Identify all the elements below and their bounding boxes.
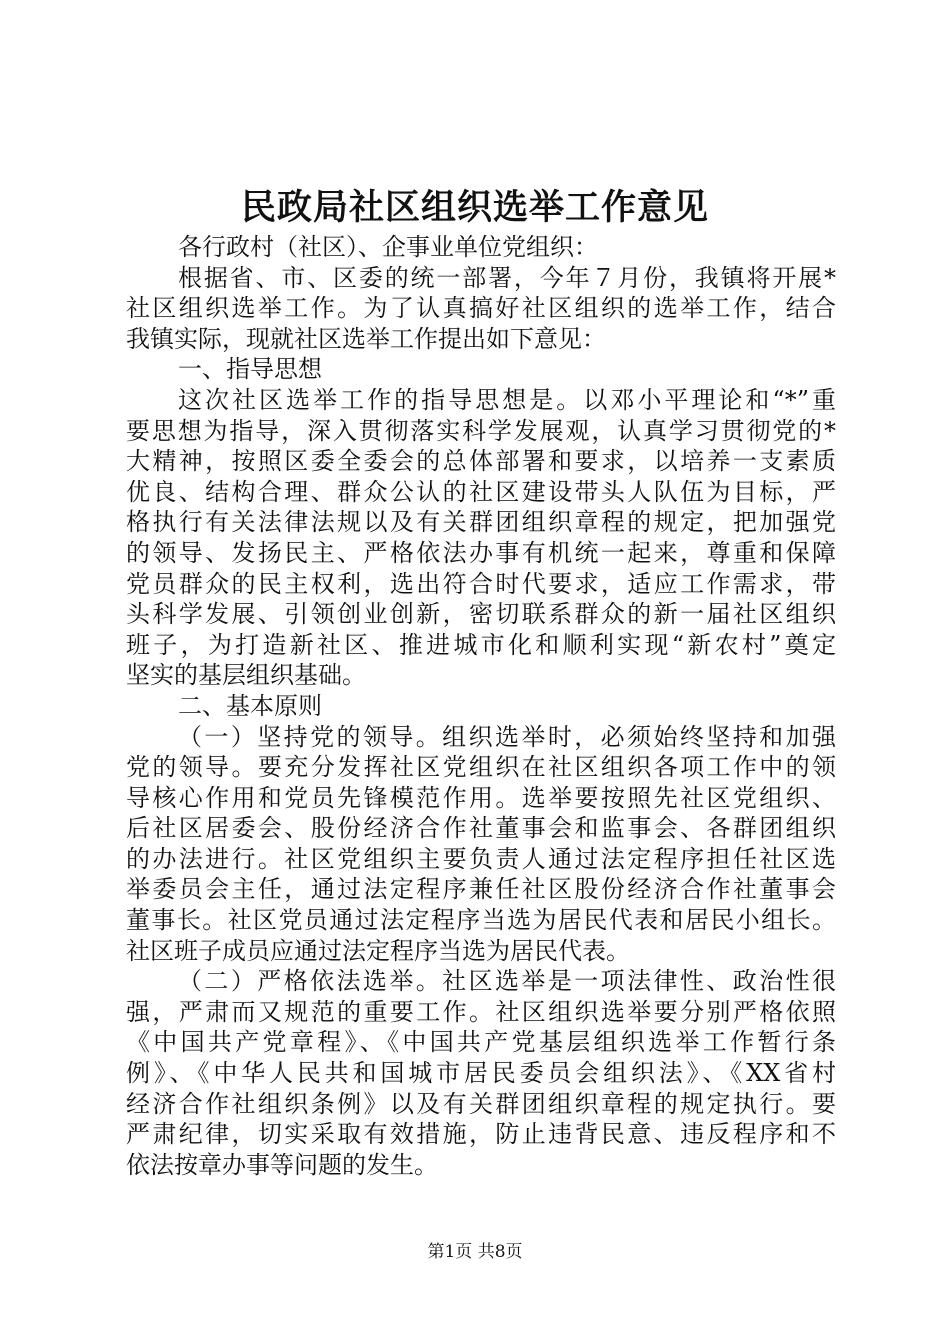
text-line: 党员群众的民主权利，选出符合时代要求，适应工作需求，带	[126, 569, 836, 598]
text-line: 各行政村（社区）、企事业单位党组织：	[178, 233, 598, 261]
text-line: 党的领导。要充分发挥社区党组织在社区组织各项工作中的领	[126, 753, 836, 782]
text-line: 头科学发展、引领创业创新，密切联系群众的新一届社区组织	[126, 600, 836, 629]
text-line: 坚实的基层组织基础。	[126, 661, 366, 690]
text-line: 班子，为打造新社区、推进城市化和顺利实现“新农村”奠定	[126, 630, 836, 659]
text-line: 例》、《中华人民共和国城市居民委员会组织法》、《XX省村	[126, 1059, 836, 1088]
text-line: （一）坚持党的领导。组织选举时，必须始终坚持和加强	[178, 722, 836, 751]
text-line: 依法按章办事等问题的发生。	[126, 1150, 438, 1179]
text-line: 经济合作社组织条例》以及有关群团组织章程的规定执行。要	[126, 1089, 836, 1118]
text-line: 社区班子成员应通过法定程序当选为居民代表。	[126, 936, 630, 965]
text-line: 《中国共产党章程》、《中国共产党基层组织选举工作暂行条	[126, 1028, 836, 1057]
text-line: 大精神，按照区委全委会的总体部署和要求，以培养一支素质	[126, 447, 836, 476]
text-line: 后社区居委会、股份经济合作社董事会和监事会、各群团组织	[126, 814, 836, 843]
text-line: 这次社区选举工作的指导思想是。以邓小平理论和“*”重	[178, 385, 836, 414]
text-line: 社区组织选举工作。为了认真搞好社区组织的选举工作，结合	[126, 294, 836, 323]
text-line: 的办法进行。社区党组织主要负责人通过法定程序担任社区选	[126, 844, 836, 873]
text-line: 强，严肃而又规范的重要工作。社区组织选举要分别严格依照	[126, 997, 836, 1026]
document-body	[126, 232, 836, 1180]
text-line: 优良、结构合理、群众公认的社区建设带头人队伍为目标，严	[126, 477, 836, 506]
document-title: 民政局社区组织选举工作意见	[240, 187, 709, 228]
text-line: 董事长。社区党员通过法定程序当选为居民代表和居民小组长。	[126, 906, 836, 935]
text-line: 要思想为指导，深入贯彻落实科学发展观，认真学习贯彻党的*	[126, 416, 836, 445]
text-line: 二、基本原则	[178, 691, 322, 720]
text-line: 导核心作用和党员先锋模范作用。选举要按照先社区党组织、	[126, 783, 836, 812]
text-line: 我镇实际，现就社区选举工作提出如下意见：	[126, 324, 606, 353]
page-footer: 第1页 共8页	[427, 1242, 523, 1262]
text-line: 举委员会主任，通过法定程序兼任社区股份经济合作社董事会	[126, 875, 836, 904]
text-line: 一、指导思想	[178, 355, 322, 384]
text-line: 严肃纪律，切实采取有效措施，防止违背民意、违反程序和不	[126, 1120, 836, 1149]
text-line: 根据省、市、区委的统一部署，今年７月份，我镇将开展*	[178, 263, 836, 292]
text-line: 的领导、发扬民主、严格依法办事有机统一起来，尊重和保障	[126, 538, 836, 567]
text-line: 格执行有关法律法规以及有关群团组织章程的规定，把加强党	[126, 508, 836, 537]
text-line: （二）严格依法选举。社区选举是一项法律性、政治性很	[178, 967, 836, 996]
